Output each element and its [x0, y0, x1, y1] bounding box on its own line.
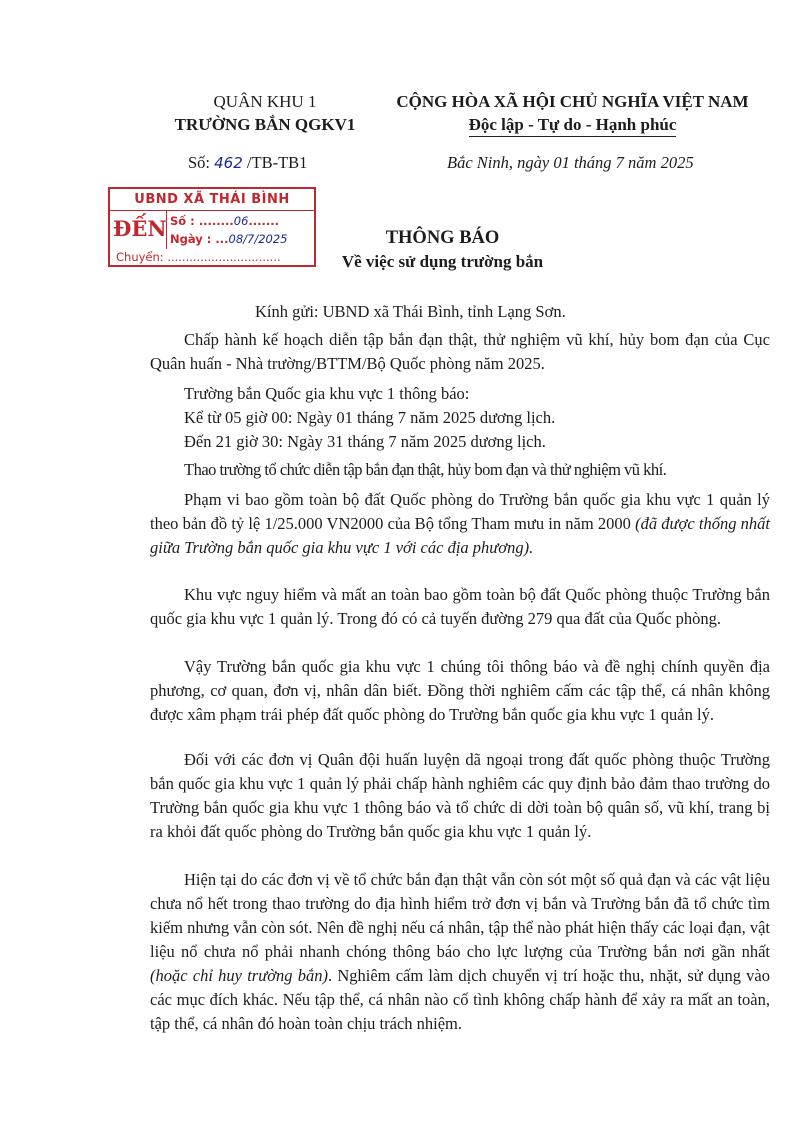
paragraph-5: [150, 583, 770, 631]
stamp-den-label: ĐẾN: [113, 216, 167, 241]
document-title: [325, 226, 560, 274]
p4-text: Phạm vi bao gồm toàn bộ đất Quốc phòng do Trường bắn quốc gia khu vực 1 quản lý theo bản đồ tỷ lệ 1/25.000 VN2000 của Bộ tổng Tham mưu in năm 2000: [150, 490, 770, 533]
paragraph-2: [150, 382, 770, 454]
p8-note: (hoặc chỉ huy trường bắn): [150, 966, 328, 985]
paragraph-8: [150, 868, 770, 1036]
paragraph-3: [150, 458, 770, 482]
paragraph-6: [150, 655, 770, 727]
p2-line3: Đến 21 giờ 30: Ngày 31 tháng 7 năm 2025 dương lịch.: [184, 432, 546, 451]
p8-text: Hiện tại do các đơn vị về tổ chức bắn đạn thật vẫn còn sót một số quả đạn và các vật liệu chưa nổ hết trong thao trường do địa hình hiểm trở đơn vị bắn và Trường bắn đã tổ chức tìm kiếm nhưng vẫn còn sót. Nên đề nghị nếu cá nhân, tập thể nào phát hiện thấy các loại đạn, vật liệu nổ chưa nổ phải nhanh chóng thông báo cho lực lượng của Trường bắn nơi gần nhất: [150, 870, 770, 961]
paragraph-4: [150, 488, 770, 560]
stamp-ngay-row: Ngày : ...08/7/2025: [170, 232, 288, 246]
stamp-so-row: Số : ........06.......: [170, 214, 279, 228]
title-subject: Về việc sử dụng trường bắn: [341, 252, 544, 271]
national-header: [375, 90, 770, 137]
ref-suffix: /TB-TB1: [246, 153, 308, 172]
p5-text: Khu vực nguy hiểm và mất an toàn bao gồm toàn bộ đất Quốc phòng thuộc Trường bắn quốc gia khu vực 1 quản lý. Trong đó có cả tuyến đường 279 qua đất của Quốc phòng.: [150, 585, 770, 628]
issuer-parent: QUÂN KHU 1: [213, 92, 317, 111]
ref-prefix: Số:: [188, 153, 211, 172]
issuer-name: TRƯỜNG BẮN QGKV1: [174, 115, 356, 134]
ref-number-handwritten: 462: [214, 154, 243, 172]
issuer-block: [150, 90, 380, 136]
p3-text: Thao trường tổ chức diễn tập bắn đạn thật, hủy bom đạn và thử nghiệm vũ khí.: [184, 460, 667, 479]
stamp-ngay-label: Ngày :: [170, 232, 212, 246]
title-main: THÔNG BÁO: [385, 228, 500, 248]
stamp-separator: [166, 211, 167, 249]
p1-text: Chấp hành kế hoạch diễn tập bắn đạn thật, thử nghiệm vũ khí, hủy bom đạn của Cục Quân huấn - Nhà trường/BTTM/Bộ Quốc phòng năm 2025.: [150, 330, 770, 373]
p4-note: (đã được thống nhất giữa Trường bắn quốc gia khu vực 1 với các địa phương).: [150, 514, 770, 557]
stamp-chuyen-label: Chuyển:: [116, 250, 164, 264]
received-stamp: [108, 187, 316, 267]
p8-text-end: . Nghiêm cấm làm dịch chuyển vị trí hoặc thu, nhặt, sử dụng vào các mục đích khác. Nếu tập thể, cá nhân nào cố tình không chấp hành để xảy ra mất an toàn, tập thể, cá nhân đó hoàn toàn chịu trách nhiệm.: [150, 966, 771, 1033]
p7-text: Đối với các đơn vị Quân đội huấn luyện dã ngoại trong đất quốc phòng thuộc Trường bắn quốc gia khu vực 1 quản lý phải chấp hành nghiêm các quy định bảo đảm thao trường do Trường bắn quốc gia khu vực 1 thông báo và tổ chức di dời toàn bộ quân số, vũ khí, trang bị ra khỏi đất quốc phòng do Trường bắn quốc gia khu vực 1 quản lý.: [150, 750, 770, 841]
stamp-ngay-value: 08/7/2025: [228, 232, 288, 246]
national-motto: Độc lập - Tự do - Hạnh phúc: [469, 113, 677, 137]
place-date: Bắc Ninh, ngày 01 tháng 7 năm 2025: [447, 153, 694, 172]
national-title: CỘNG HÒA XÃ HỘI CHỦ NGHĨA VIỆT NAM: [396, 92, 749, 111]
stamp-so-value: 06: [233, 214, 249, 228]
paragraph-1: [150, 328, 770, 376]
p2-line1: Trường bắn Quốc gia khu vực 1 thông báo:: [184, 384, 470, 403]
recipient-line: Kính gửi: UBND xã Thái Bình, tỉnh Lạng Sơn.: [255, 302, 566, 321]
stamp-so-label: Số :: [170, 214, 195, 228]
document-reference: [188, 153, 307, 173]
paragraph-7: [150, 748, 770, 844]
p6-text: Vậy Trường bắn quốc gia khu vực 1 chúng tôi thông báo và đề nghị chính quyền địa phương, cơ quan, đơn vị, nhân dân biết. Đồng thời nghiêm cấm các tập thể, cá nhân không được xâm phạm trái phép đất quốc phòng do Trường bắn quốc gia khu vực 1 quản lý.: [150, 657, 770, 724]
p2-line2: Kể từ 05 giờ 00: Ngày 01 tháng 7 năm 2025 dương lịch.: [184, 408, 556, 427]
stamp-chuyen-row: Chuyển: ...............................: [116, 250, 281, 264]
stamp-title: UBND XÃ THÁI BÌNH: [110, 190, 314, 211]
